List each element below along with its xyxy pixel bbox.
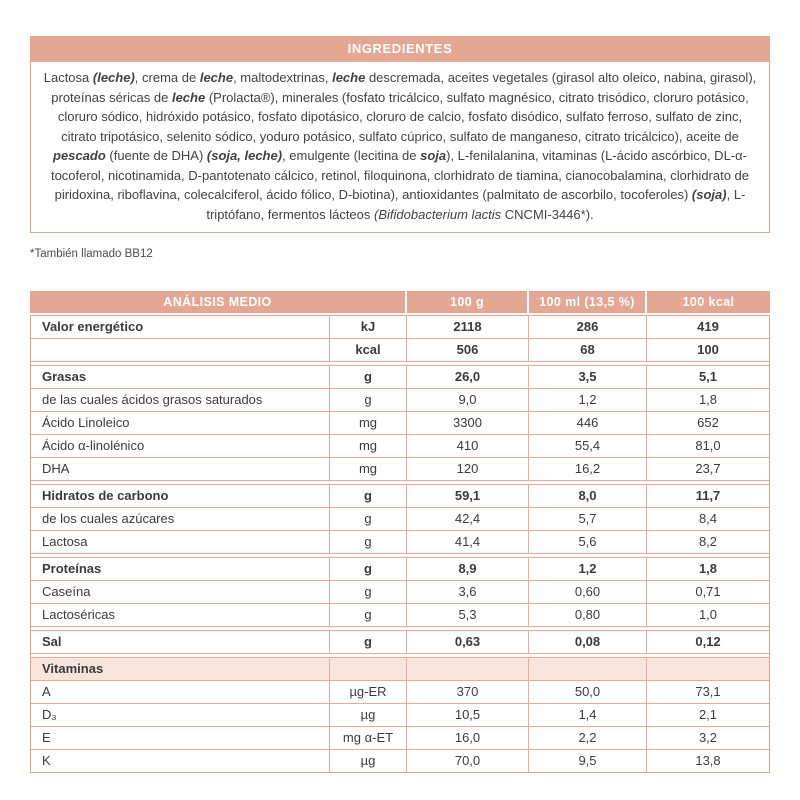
value-100kcal: 1,0 bbox=[646, 604, 769, 626]
row-unit: g bbox=[329, 485, 406, 507]
row-caseina bbox=[31, 581, 769, 604]
value-100ml: 286 bbox=[528, 316, 646, 338]
row-valor-energetico-kj bbox=[31, 316, 769, 339]
ingredient-segment: Lactosa bbox=[43, 70, 93, 85]
ingredient-segment: , maltodextrinas, bbox=[233, 70, 333, 85]
row-name: Vitaminas bbox=[42, 661, 104, 676]
value-100g: 120 bbox=[406, 458, 528, 480]
value-100ml: 55,4 bbox=[528, 435, 646, 457]
footnote-bb12: *También llamado BB12 bbox=[30, 248, 153, 260]
header-100ml: 100 ml (13,5 %) bbox=[529, 291, 645, 313]
ingredient-segment: (Prolacta®), minerales (fosfato tricálcico, sulfato magnésico, citrato trisódico, cloruro potásico, cloruro sódico, hidróxido potásico, fosfato dipotásico, cloruro de calcio, fosfato disódico, sulfato ferroso, sulfato de zinc, citrato tripotásico, selenito sódico, yoduro potásico, sulfato cúprico, sulfato de manganeso, citrato tricálcico), aceite de bbox=[57, 89, 749, 144]
value-100kcal: 0,12 bbox=[646, 631, 769, 653]
row-unit: g bbox=[329, 508, 406, 530]
row-unit: g bbox=[329, 389, 406, 411]
row-name: de los cuales azúcares bbox=[42, 511, 175, 526]
value-100ml: 68 bbox=[528, 339, 646, 361]
value-100ml: 0,08 bbox=[528, 631, 646, 653]
row-grasas bbox=[31, 365, 769, 389]
value-100g: 3,6 bbox=[406, 581, 528, 603]
row-name: E bbox=[42, 730, 51, 745]
value-100ml: 9,5 bbox=[528, 750, 646, 772]
row-unit: mg bbox=[329, 458, 406, 480]
value-100kcal: 13,8 bbox=[646, 750, 769, 772]
row-valor-energetico-kcal bbox=[31, 339, 769, 362]
row-name: Lactoséricas bbox=[42, 607, 115, 622]
value-100g: 2118 bbox=[406, 316, 528, 338]
ingredient-allergen: pescado bbox=[53, 148, 106, 163]
ingredient-allergen: soja bbox=[420, 148, 447, 163]
value-100ml: 1,2 bbox=[528, 558, 646, 580]
value-100kcal: 419 bbox=[646, 316, 769, 338]
value-100g: 70,0 bbox=[406, 750, 528, 772]
row-unit: µg bbox=[329, 704, 406, 726]
nutrition-label-page bbox=[30, 0, 770, 773]
value-100ml: 50,0 bbox=[528, 681, 646, 703]
value-100g: 10,5 bbox=[406, 704, 528, 726]
value-100g: 370 bbox=[406, 681, 528, 703]
value-100kcal: 8,4 bbox=[646, 508, 769, 530]
row-unit: g bbox=[329, 631, 406, 653]
row-hidratos-de-carbono bbox=[31, 484, 769, 508]
value-100kcal: 8,2 bbox=[646, 531, 769, 553]
header-100g: 100 g bbox=[407, 291, 527, 313]
value-100ml: 5,7 bbox=[528, 508, 646, 530]
row-acido-alfa-linolenico bbox=[31, 435, 769, 458]
value-100g: 5,3 bbox=[406, 604, 528, 626]
value-100kcal: 11,7 bbox=[646, 485, 769, 507]
row-name: K bbox=[42, 753, 51, 768]
row-acido-linoleico bbox=[31, 412, 769, 435]
value-100ml bbox=[528, 658, 646, 680]
analysis-table bbox=[30, 291, 770, 773]
row-unit: g bbox=[329, 581, 406, 603]
value-100kcal: 5,1 bbox=[646, 366, 769, 388]
row-name: A bbox=[42, 684, 51, 699]
row-name: Ácido Linoleico bbox=[42, 415, 130, 430]
header-100kcal: 100 kcal bbox=[647, 291, 770, 313]
ingredients-paragraph bbox=[41, 68, 759, 224]
row-name: Caseína bbox=[42, 584, 91, 599]
ingredient-segment: , emulgente (lecitina de bbox=[282, 148, 421, 163]
value-100g: 410 bbox=[406, 435, 528, 457]
ingredient-segment: , crema de bbox=[134, 70, 200, 85]
ingredients-title-banner: INGREDIENTES bbox=[30, 36, 770, 62]
value-100ml: 1,4 bbox=[528, 704, 646, 726]
value-100kcal: 100 bbox=[646, 339, 769, 361]
value-100kcal bbox=[646, 658, 769, 680]
row-vitamina-d3 bbox=[31, 704, 769, 727]
value-100g: 16,0 bbox=[406, 727, 528, 749]
value-100ml: 5,6 bbox=[528, 531, 646, 553]
row-unit: mg bbox=[329, 435, 406, 457]
value-100g: 0,63 bbox=[406, 631, 528, 653]
value-100kcal: 1,8 bbox=[646, 389, 769, 411]
value-100g: 8,9 bbox=[406, 558, 528, 580]
row-sal bbox=[31, 630, 769, 654]
row-unit: g bbox=[329, 604, 406, 626]
row-vitamina-e bbox=[31, 727, 769, 750]
ingredient-segment: CNCMI-3446*). bbox=[501, 206, 594, 222]
ingredient-segment: (fuente de DHA) bbox=[105, 148, 207, 163]
row-name: Lactosa bbox=[42, 534, 88, 549]
row-name: Hidratos de carbono bbox=[42, 488, 169, 503]
row-unit: g bbox=[329, 531, 406, 553]
ingredients-box bbox=[30, 62, 770, 233]
row-unit: kcal bbox=[329, 339, 406, 361]
value-100kcal: 1,8 bbox=[646, 558, 769, 580]
value-100g: 59,1 bbox=[406, 485, 528, 507]
row-name: de las cuales ácidos grasos saturados bbox=[42, 392, 263, 407]
value-100ml: 0,80 bbox=[528, 604, 646, 626]
value-100ml: 2,2 bbox=[528, 727, 646, 749]
row-name: Ácido α-linolénico bbox=[42, 438, 145, 453]
value-100ml: 3,5 bbox=[528, 366, 646, 388]
value-100kcal: 81,0 bbox=[646, 435, 769, 457]
row-dha bbox=[31, 458, 769, 481]
value-100g bbox=[406, 658, 528, 680]
value-100g: 41,4 bbox=[406, 531, 528, 553]
row-grasas-saturadas bbox=[31, 389, 769, 412]
row-lactosa bbox=[31, 531, 769, 554]
ingredient-segment: ), L-fenilalanina, vitaminas (L-ácido ascórbico, DL-α-tocoferol, nicotinamida, D-pantotenato cálcico, retinol, filoquinona, clorhidrato de tiamina, cianocobalamina, clorhidrato de piridoxina, riboflavina, colecalciferol, ácido fólico, D-biotina), antioxidantes (palmitato de ascorbilo, tocoferoles) bbox=[50, 148, 750, 202]
value-100kcal: 73,1 bbox=[646, 681, 769, 703]
ingredient-species-name: (Bifidobacterium lactis bbox=[374, 206, 502, 222]
row-name: Proteínas bbox=[42, 561, 102, 576]
row-unit: g bbox=[329, 366, 406, 388]
value-100kcal: 652 bbox=[646, 412, 769, 434]
row-unit: µg bbox=[329, 750, 406, 772]
row-name bbox=[31, 339, 329, 361]
ingredient-allergen: (leche) bbox=[92, 70, 135, 85]
value-100kcal: 2,1 bbox=[646, 704, 769, 726]
value-100ml: 16,2 bbox=[528, 458, 646, 480]
value-100g: 3300 bbox=[406, 412, 528, 434]
row-unit: µg-ER bbox=[329, 681, 406, 703]
ingredient-allergen: leche bbox=[332, 70, 366, 85]
value-100kcal: 0,71 bbox=[646, 581, 769, 603]
analysis-table-header bbox=[30, 291, 770, 313]
value-100g: 26,0 bbox=[406, 366, 528, 388]
value-100ml: 8,0 bbox=[528, 485, 646, 507]
row-lactosericas bbox=[31, 604, 769, 627]
value-100ml: 0,60 bbox=[528, 581, 646, 603]
value-100g: 506 bbox=[406, 339, 528, 361]
ingredient-allergen: leche bbox=[199, 70, 234, 85]
row-vitaminas-section bbox=[31, 657, 769, 681]
row-name: Valor energético bbox=[42, 319, 144, 334]
value-100kcal: 23,7 bbox=[646, 458, 769, 480]
value-100g: 9,0 bbox=[406, 389, 528, 411]
row-azucares bbox=[31, 508, 769, 531]
row-unit: mg α-ET bbox=[329, 727, 406, 749]
value-100g: 42,4 bbox=[406, 508, 528, 530]
row-unit: kJ bbox=[329, 316, 406, 338]
row-proteinas bbox=[31, 557, 769, 581]
header-analisis-medio: ANÁLISIS MEDIO bbox=[30, 291, 405, 313]
ingredient-segment: , L-triptófano, fermentos lácteos bbox=[206, 187, 746, 222]
analysis-table-body bbox=[30, 315, 770, 773]
value-100kcal: 3,2 bbox=[646, 727, 769, 749]
ingredient-allergen: (soja, leche) bbox=[206, 148, 283, 163]
row-vitamina-a bbox=[31, 681, 769, 704]
row-name: Sal bbox=[42, 634, 62, 649]
row-name: D₃ bbox=[42, 707, 57, 722]
ingredient-allergen: (soja) bbox=[691, 187, 727, 202]
row-unit: g bbox=[329, 558, 406, 580]
row-vitamina-k bbox=[31, 750, 769, 772]
ingredient-segment: descremada, aceites vegetales (girasol alto oleico, nabina, girasol), proteínas séricas de bbox=[51, 70, 757, 105]
row-unit: mg bbox=[329, 412, 406, 434]
ingredient-allergen: leche bbox=[171, 89, 206, 105]
row-name: DHA bbox=[42, 461, 70, 476]
row-name: Grasas bbox=[42, 369, 87, 384]
row-unit bbox=[329, 658, 406, 680]
value-100ml: 446 bbox=[528, 412, 646, 434]
value-100ml: 1,2 bbox=[528, 389, 646, 411]
